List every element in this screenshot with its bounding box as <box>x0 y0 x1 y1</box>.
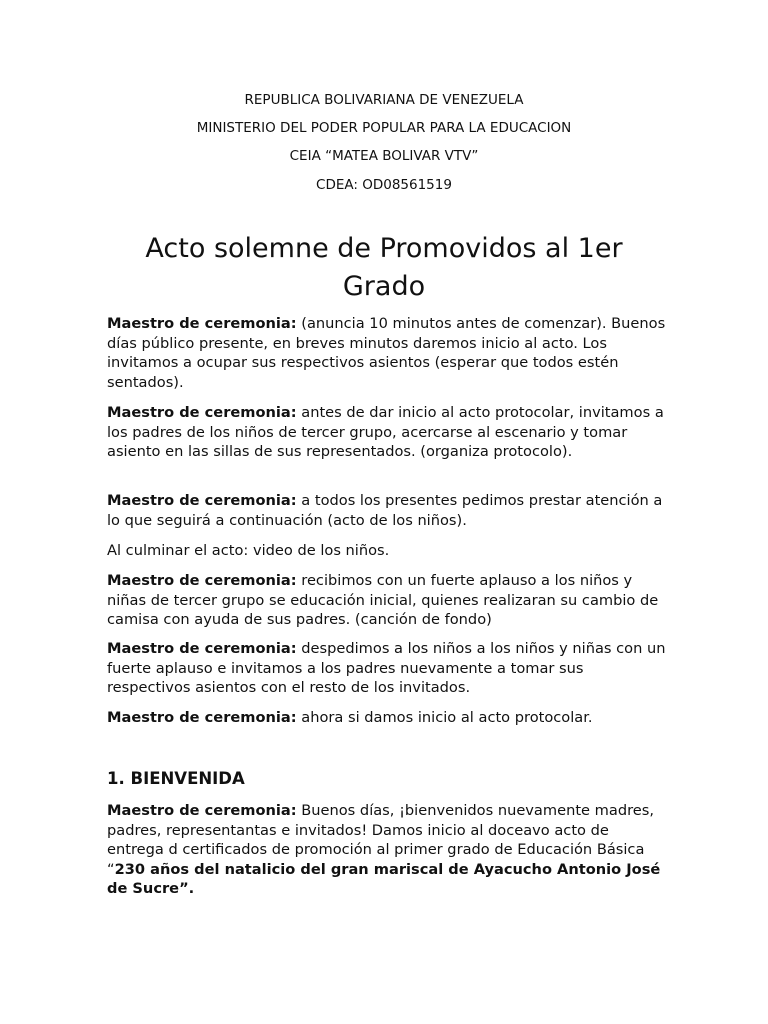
speaker-label: Maestro de ceremonia: <box>107 640 297 657</box>
speaker-label: Maestro de ceremonia: <box>107 802 297 819</box>
header-code: CDEA: OD08561519 <box>316 177 452 193</box>
speaker-label: Maestro de ceremonia: <box>107 572 297 589</box>
paragraph-text: ahora si damos inicio al acto protocolar. <box>296 709 593 726</box>
speaker-label: Maestro de ceremonia: <box>107 315 297 332</box>
paragraph-5 <box>107 571 667 630</box>
speaker-label: Maestro de ceremonia: <box>107 709 297 726</box>
paragraph-2 <box>107 403 667 462</box>
paragraph-welcome <box>107 801 667 899</box>
paragraph-text: Buenos días, ¡bienvenidos nuevamente madres, padres, representantas e invitados! Damos inicio al doceavo acto de entrega d certificados de promoción al primer grado de Educación Básica “ <box>107 802 654 878</box>
paragraph-1 <box>107 314 667 392</box>
speaker-label: Maestro de ceremonia: <box>107 492 297 509</box>
header-school: CEIA “MATEA BOLIVAR VTV” <box>289 148 479 164</box>
section-heading <box>107 769 245 789</box>
paragraph-text: (anuncia 10 minutos antes de comenzar). Buenos días público presente, en breves minutos daremos inicio al acto. Los invitamos a ocupar sus respectivos asientos (esperar que todos estén sentados). <box>107 315 666 391</box>
paragraph-bold-text: 230 años del natalicio del gran mariscal de Ayacucho Antonio José de Sucre”. <box>107 860 661 897</box>
paragraph-7 <box>107 708 667 728</box>
header-republic: REPUBLICA BOLIVARIANA DE VENEZUELA <box>244 92 524 108</box>
speaker-label: Maestro de ceremonia: <box>107 404 297 421</box>
paragraph-text: a todos los presentes pedimos prestar atención a lo que seguirá a continuación (acto de los niños). <box>107 492 663 529</box>
paragraph-4 <box>107 541 667 561</box>
document-title: Acto solemne de Promovidos al 1er Grado <box>145 233 623 302</box>
paragraph-text: despedimos a los niños a los niños y niñas con un fuerte aplauso e invitamos a los padres nuevamente a tomar sus respectivos asientos con el resto de los invitados. <box>107 640 666 696</box>
section-title: BIENVENIDA <box>130 769 245 788</box>
paragraph-6 <box>107 639 667 698</box>
header-ministry: MINISTERIO DEL PODER POPULAR PARA LA EDUCACION <box>196 120 572 136</box>
paragraph-text: recibimos con un fuerte aplauso a los niños y niñas de tercer grupo se educación inicial, quienes realizaran su cambio de camisa con ayuda de sus padres. (canción de fondo) <box>107 572 659 628</box>
paragraph-3 <box>107 491 667 530</box>
paragraph-text: antes de dar inicio al acto protocolar, invitamos a los padres de los niños de tercer grupo, acercarse al escenario y tomar asiento en las sillas de sus representados. (organiza protocolo). <box>107 404 664 460</box>
section-number: 1. <box>107 769 125 788</box>
paragraph-text: Al culminar el acto: video de los niños. <box>107 542 390 559</box>
